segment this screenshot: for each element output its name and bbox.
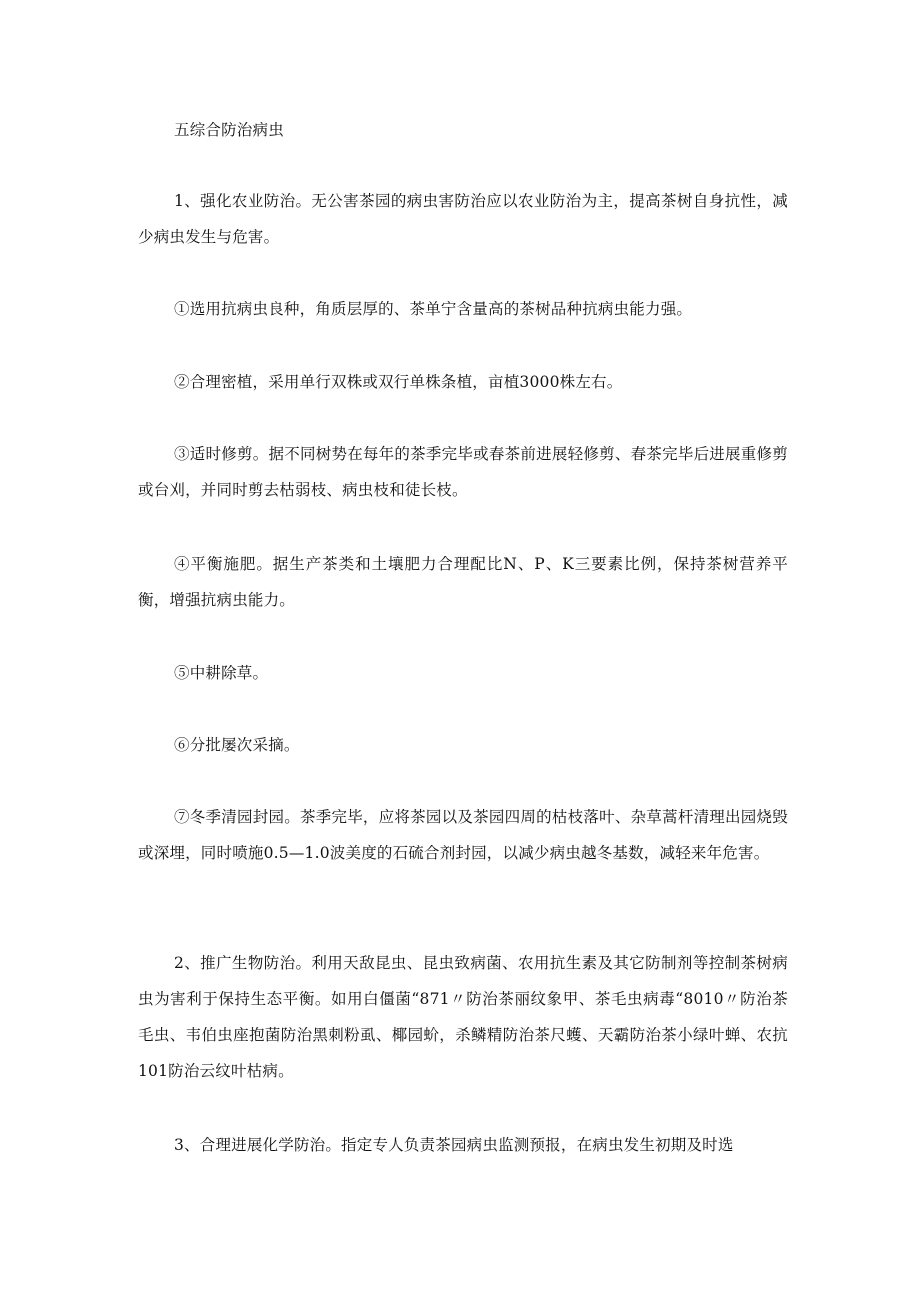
paragraph-fertilization: ④平衡施肥。据生产茶类和土壤肥力合理配比N、P、K三要素比例，保持茶树营养平衡，增强抗病虫能力。 [138, 555, 788, 609]
paragraph-picking: ⑥分批屡次采摘。 [174, 736, 300, 754]
paragraph-weeding: ⑤中耕除草。 [174, 664, 269, 682]
paragraph-agricultural-control: 1、强化农业防治。无公害茶园的病虫害防治应以农业防治为主，提高茶树自身抗性，减少病虫发生与危害。 [138, 192, 788, 246]
section-heading: 五综合防治病虫 [174, 121, 284, 139]
paragraph-dense-planting: ②合理密植，采用单行双株或双行单株条植，亩植3000株左右。 [174, 373, 623, 391]
paragraph-chemical-control: 3、合理进展化学防治。指定专人负责茶园病虫监测预报，在病虫发生初期及时选 [174, 1136, 734, 1154]
paragraph-biological-control: 2、推广生物防治。利用天敌昆虫、昆虫致病菌、农用抗生素及其它防制剂等控制茶树病虫为害利于保持生态平衡。如用白僵菌“871〃防治茶丽纹象甲、茶毛虫病毒“8010〃防治茶毛虫、韦伯虫座抱菌防治黑刺粉虱、椰园蚧，杀鳞精防治茶尺蠖、天霸防治茶小绿叶蝉、农抗101防治云纹叶枯病。 [138, 954, 788, 1080]
paragraph-pruning: ③适时修剪。据不同树势在每年的茶季完毕或春茶前进展轻修剪、春茶完毕后进展重修剪或台刈，并同时剪去枯弱枝、病虫枝和徒长枝。 [138, 445, 788, 499]
paragraph-winter-cleaning: ⑦冬季清园封园。茶季完毕，应将茶园以及茶园四周的枯枝落叶、杂草蒿杆清理出园烧毁或深埋，同时喷施0.5—1.0波美度的石硫合剂封园，以减少病虫越冬基数，减轻来年危害。 [138, 808, 788, 862]
paragraph-resistant-varieties: ①选用抗病虫良种，角质层厚的、茶单宁含量高的茶树品种抗病虫能力强。 [174, 300, 693, 318]
